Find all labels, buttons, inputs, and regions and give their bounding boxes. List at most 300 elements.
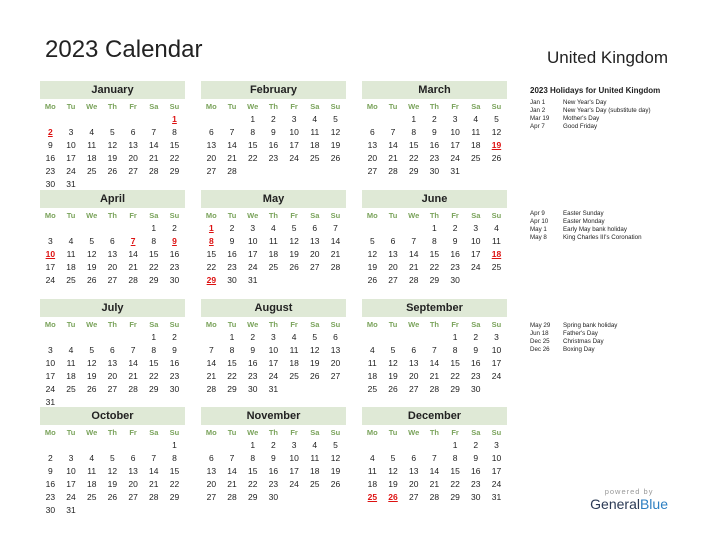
month-header: December xyxy=(362,407,507,425)
weekday-label: Su xyxy=(169,320,180,329)
day-cell: 29 xyxy=(149,384,159,394)
day-cell: 23 xyxy=(471,479,481,489)
weekday-label: We xyxy=(86,102,98,111)
weekday-label: Fr xyxy=(129,320,137,329)
day-cell: 12 xyxy=(367,249,378,259)
day-cell: 27 xyxy=(107,275,118,285)
week-row xyxy=(40,126,185,139)
empty-day-cell xyxy=(325,491,346,504)
empty-day-cell xyxy=(325,383,346,396)
day-cell: 26 xyxy=(86,275,97,285)
day-cell: 29 xyxy=(450,492,460,502)
weekday-label: Tu xyxy=(388,428,398,437)
weekday-label: Th xyxy=(268,428,278,437)
week-row xyxy=(40,370,185,383)
day-cell: 25 xyxy=(268,262,279,272)
day-cell: 24 xyxy=(450,153,460,163)
day-cell: 15 xyxy=(450,466,460,476)
day-cell: 16 xyxy=(247,358,258,368)
day-cell: 1 xyxy=(172,440,177,450)
day-cell: 8 xyxy=(411,127,417,137)
day-cell: 9 xyxy=(47,140,53,150)
week-row xyxy=(40,139,185,152)
day-cell: 3 xyxy=(250,223,256,233)
weekday-label: Tu xyxy=(227,428,237,437)
day-cell: 6 xyxy=(369,127,375,137)
day-cell: 22 xyxy=(227,371,237,381)
day-cell: 20 xyxy=(408,479,419,489)
day-cell: 5 xyxy=(110,127,115,137)
week-row xyxy=(362,383,507,396)
month-april xyxy=(40,190,185,287)
month-october xyxy=(40,407,185,517)
day-cell: 29 xyxy=(450,384,460,394)
day-cell: 28 xyxy=(149,492,159,502)
day-cell: 11 xyxy=(367,466,377,476)
week-row xyxy=(201,465,346,478)
week-row xyxy=(40,235,185,248)
day-cell: 13 xyxy=(408,466,419,476)
day-cell: 24 xyxy=(66,166,76,176)
day-cell: 13 xyxy=(408,358,419,368)
week-row xyxy=(40,344,185,357)
weekday-label: Th xyxy=(107,102,117,111)
weekday-label: Mo xyxy=(205,211,217,220)
day-cell: 16 xyxy=(268,140,279,150)
weekday-label: Su xyxy=(330,102,341,111)
weekday-row xyxy=(40,425,185,439)
empty-day-cell xyxy=(102,222,123,235)
day-cell: 19 xyxy=(388,371,398,381)
weekday-label: Tu xyxy=(227,102,237,111)
weekday-label: Fr xyxy=(129,428,137,437)
holiday-item xyxy=(530,210,642,218)
day-cell: 23 xyxy=(471,371,481,381)
day-cell: 24 xyxy=(45,384,56,394)
holiday-date: May 1 xyxy=(530,226,547,233)
day-cell: 7 xyxy=(151,453,157,463)
week-row xyxy=(362,452,507,465)
day-cell: 16 xyxy=(45,153,56,163)
day-cell: 3 xyxy=(452,114,458,124)
day-cell: 10 xyxy=(450,127,460,137)
day-cell: 7 xyxy=(151,127,157,137)
holiday-name: Good Friday xyxy=(563,123,598,130)
empty-day-cell xyxy=(242,165,263,178)
holiday-item xyxy=(530,330,617,338)
day-cell: 13 xyxy=(206,140,217,150)
day-cell: 24 xyxy=(66,492,76,502)
weekday-label: Fr xyxy=(451,320,459,329)
day-cell: 5 xyxy=(390,453,396,463)
weekday-label: We xyxy=(86,211,98,220)
empty-day-cell xyxy=(263,274,284,287)
holiday-item xyxy=(530,107,651,115)
day-cell: 8 xyxy=(151,345,157,355)
day-cell: 10 xyxy=(471,236,481,246)
empty-day-cell xyxy=(304,274,325,287)
day-cell: 14 xyxy=(429,466,440,476)
week-row xyxy=(40,113,185,126)
weekday-label: We xyxy=(408,320,420,329)
day-cell: 8 xyxy=(151,236,157,246)
day-cell: 30 xyxy=(471,492,481,502)
weekday-row xyxy=(40,99,185,113)
day-cell: 5 xyxy=(333,114,338,124)
day-cell: 15 xyxy=(169,140,180,150)
weekday-label: Fr xyxy=(129,102,137,111)
day-cell: 31 xyxy=(491,492,502,502)
empty-day-cell xyxy=(403,439,424,452)
empty-day-cell xyxy=(304,165,325,178)
day-cell: 26 xyxy=(330,153,341,163)
day-cell: 29 xyxy=(227,384,237,394)
day-cell: 27 xyxy=(367,166,378,176)
week-row xyxy=(201,248,346,261)
day-cell: 27 xyxy=(128,492,138,502)
day-cell: 8 xyxy=(452,453,458,463)
day-cell: 15 xyxy=(206,249,217,259)
day-cell: 3 xyxy=(494,440,499,450)
day-cell: 18 xyxy=(310,140,320,150)
day-cell: 10 xyxy=(268,345,279,355)
day-cell: 22 xyxy=(247,153,258,163)
day-cell: 16 xyxy=(169,249,180,259)
empty-day-cell xyxy=(362,439,383,452)
day-cell: 15 xyxy=(149,249,159,259)
holiday-date: Jun 18 xyxy=(530,330,549,337)
month-september xyxy=(362,299,507,396)
month-march xyxy=(362,81,507,178)
weekday-label: Sa xyxy=(310,428,320,437)
empty-day-cell xyxy=(486,165,507,178)
day-cell: 18 xyxy=(66,371,76,381)
day-cell: 21 xyxy=(128,371,138,381)
day-cell: 31 xyxy=(45,397,56,407)
empty-day-cell xyxy=(424,331,445,344)
weekday-label: We xyxy=(247,428,259,437)
day-cell: 4 xyxy=(68,236,74,246)
day-cell: 8 xyxy=(172,453,177,463)
day-cell: 13 xyxy=(388,249,398,259)
empty-day-cell xyxy=(383,439,404,452)
day-cell: 22 xyxy=(169,153,180,163)
weekday-label: Su xyxy=(169,211,180,220)
day-cell: 1 xyxy=(229,332,235,342)
week-row xyxy=(362,261,507,274)
empty-day-cell xyxy=(143,113,164,126)
day-cell: 10 xyxy=(66,140,76,150)
empty-day-cell xyxy=(304,383,325,396)
weekday-label: We xyxy=(408,102,420,111)
week-row xyxy=(362,331,507,344)
day-cell: 10 xyxy=(66,466,76,476)
day-cell: 20 xyxy=(107,262,118,272)
weekday-row xyxy=(362,208,507,222)
day-cell: 13 xyxy=(128,466,138,476)
day-cell: 25 xyxy=(491,262,502,272)
day-cell: 8 xyxy=(250,127,256,137)
day-cell: 4 xyxy=(473,114,479,124)
day-cell: 12 xyxy=(330,127,341,137)
day-cell: 30 xyxy=(169,384,180,394)
holiday-date: Jan 2 xyxy=(530,107,546,114)
holiday-date: Apr 10 xyxy=(530,218,549,225)
day-cell: 6 xyxy=(208,127,214,137)
weekday-label: Su xyxy=(169,102,180,111)
empty-day-cell xyxy=(61,113,82,126)
day-cell: 10 xyxy=(289,453,299,463)
day-cell: 4 xyxy=(89,127,95,137)
day-cell: 11 xyxy=(310,453,320,463)
empty-day-cell xyxy=(486,274,507,287)
month-header: June xyxy=(362,190,507,208)
day-cell: 4 xyxy=(68,345,74,355)
weekday-label: Su xyxy=(491,102,502,111)
empty-day-cell xyxy=(486,383,507,396)
day-cell: 7 xyxy=(229,127,235,137)
day-cell: 29 xyxy=(429,275,440,285)
day-cell: 12 xyxy=(330,453,341,463)
holiday-name: Early May bank holiday xyxy=(563,226,627,233)
week-row xyxy=(362,491,507,504)
week-row xyxy=(201,274,346,287)
empty-day-cell xyxy=(222,439,243,452)
month-header: April xyxy=(40,190,185,208)
day-cell: 23 xyxy=(45,166,56,176)
month-june xyxy=(362,190,507,287)
weekday-label: Su xyxy=(491,428,502,437)
day-cell: 19 xyxy=(491,140,502,150)
day-cell: 24 xyxy=(247,262,258,272)
day-cell: 6 xyxy=(110,345,115,355)
day-cell: 19 xyxy=(367,262,378,272)
week-row xyxy=(40,222,185,235)
day-cell: 12 xyxy=(491,127,502,137)
day-cell: 12 xyxy=(388,358,398,368)
day-cell: 9 xyxy=(473,345,479,355)
day-cell: 18 xyxy=(86,479,97,489)
empty-day-cell xyxy=(40,113,61,126)
day-cell: 9 xyxy=(47,466,53,476)
day-cell: 4 xyxy=(312,440,318,450)
weekday-label: Mo xyxy=(44,102,56,111)
day-cell: 29 xyxy=(169,166,180,176)
day-cell: 15 xyxy=(169,466,180,476)
day-cell: 3 xyxy=(47,236,53,246)
day-cell: 1 xyxy=(151,332,157,342)
holidays-title: 2023 Holidays for United Kingdom xyxy=(530,86,661,95)
weekday-label: Fr xyxy=(290,320,298,329)
day-cell: 5 xyxy=(494,114,499,124)
day-cell: 1 xyxy=(208,223,214,233)
day-cell: 29 xyxy=(149,275,159,285)
day-cell: 22 xyxy=(408,153,419,163)
day-cell: 5 xyxy=(291,223,297,233)
weekday-label: Mo xyxy=(44,428,56,437)
day-cell: 6 xyxy=(130,453,136,463)
day-cell: 7 xyxy=(333,223,338,233)
day-cell: 11 xyxy=(310,127,320,137)
day-cell: 12 xyxy=(107,466,118,476)
weekday-label: Th xyxy=(107,428,117,437)
empty-day-cell xyxy=(403,331,424,344)
day-cell: 4 xyxy=(291,332,297,342)
holiday-item xyxy=(530,115,651,123)
weekday-label: Su xyxy=(330,428,341,437)
holiday-date: Mar 19 xyxy=(530,115,550,122)
weekday-label: Tu xyxy=(66,211,76,220)
day-cell: 29 xyxy=(169,492,180,502)
day-cell: 13 xyxy=(128,140,138,150)
day-cell: 12 xyxy=(310,345,320,355)
day-cell: 7 xyxy=(432,453,437,463)
brand-name-blue: Blue xyxy=(639,496,668,512)
day-cell: 28 xyxy=(128,275,138,285)
week-row xyxy=(201,370,346,383)
weekday-label: Th xyxy=(268,320,278,329)
day-cell: 9 xyxy=(473,453,479,463)
holiday-date: Dec 25 xyxy=(530,338,550,345)
weekday-label: Sa xyxy=(471,320,481,329)
day-cell: 18 xyxy=(66,262,76,272)
day-cell: 16 xyxy=(268,466,279,476)
weekday-label: We xyxy=(247,102,259,111)
day-cell: 6 xyxy=(390,236,396,246)
day-cell: 8 xyxy=(172,127,177,137)
day-cell: 21 xyxy=(227,479,237,489)
day-cell: 24 xyxy=(491,371,502,381)
day-cell: 26 xyxy=(107,492,118,502)
day-cell: 8 xyxy=(452,345,458,355)
weekday-label: Sa xyxy=(149,211,159,220)
weekday-label: Th xyxy=(268,102,278,111)
day-cell: 27 xyxy=(330,371,341,381)
day-cell: 28 xyxy=(388,166,398,176)
day-cell: 19 xyxy=(107,153,118,163)
week-row xyxy=(40,248,185,261)
day-cell: 7 xyxy=(130,236,136,246)
empty-day-cell xyxy=(102,504,123,517)
day-cell: 23 xyxy=(268,153,279,163)
day-cell: 1 xyxy=(452,440,458,450)
weekday-label: We xyxy=(247,211,259,220)
day-cell: 11 xyxy=(66,358,76,368)
day-cell: 1 xyxy=(432,223,437,233)
week-row xyxy=(362,126,507,139)
month-november xyxy=(201,407,346,504)
day-cell: 2 xyxy=(250,332,256,342)
week-row xyxy=(362,165,507,178)
day-cell: 31 xyxy=(66,505,76,515)
empty-day-cell xyxy=(143,504,164,517)
day-cell: 14 xyxy=(149,140,159,150)
weekday-label: Mo xyxy=(44,211,56,220)
empty-day-cell xyxy=(465,274,486,287)
week-row xyxy=(201,439,346,452)
day-cell: 27 xyxy=(408,492,419,502)
holiday-name: Easter Monday xyxy=(563,218,605,225)
weekday-row xyxy=(362,425,507,439)
day-cell: 16 xyxy=(471,358,481,368)
week-row xyxy=(201,452,346,465)
day-cell: 13 xyxy=(107,358,118,368)
weekday-label: Mo xyxy=(366,320,378,329)
day-cell: 2 xyxy=(473,332,479,342)
empty-day-cell xyxy=(40,331,61,344)
empty-day-cell xyxy=(304,491,325,504)
page-title: 2023 Calendar xyxy=(45,36,203,63)
day-cell: 25 xyxy=(66,275,76,285)
day-cell: 25 xyxy=(367,384,378,394)
day-cell: 18 xyxy=(471,140,481,150)
day-cell: 5 xyxy=(390,345,396,355)
day-cell: 27 xyxy=(310,262,320,272)
day-cell: 10 xyxy=(491,345,502,355)
day-cell: 2 xyxy=(432,114,437,124)
day-cell: 24 xyxy=(471,262,481,272)
weekday-row xyxy=(201,208,346,222)
day-cell: 20 xyxy=(408,371,419,381)
day-cell: 30 xyxy=(471,384,481,394)
week-row xyxy=(362,152,507,165)
weekday-row xyxy=(40,317,185,331)
weekday-label: Sa xyxy=(310,102,320,111)
empty-day-cell xyxy=(424,439,445,452)
holiday-name: King Charles III's Coronation xyxy=(563,234,642,241)
holiday-name: New Year's Day xyxy=(563,99,607,106)
weekday-label: Th xyxy=(268,211,278,220)
day-cell: 7 xyxy=(208,345,214,355)
weekday-label: Sa xyxy=(149,320,159,329)
day-cell: 17 xyxy=(471,249,481,259)
weekday-label: Th xyxy=(429,211,439,220)
day-cell: 20 xyxy=(206,153,217,163)
day-cell: 27 xyxy=(107,384,118,394)
week-row xyxy=(362,478,507,491)
day-cell: 19 xyxy=(289,249,299,259)
day-cell: 22 xyxy=(149,262,159,272)
day-cell: 13 xyxy=(330,345,341,355)
weekday-label: Su xyxy=(491,320,502,329)
day-cell: 6 xyxy=(312,223,318,233)
holiday-date: Apr 9 xyxy=(530,210,545,217)
day-cell: 26 xyxy=(367,275,378,285)
week-row xyxy=(201,491,346,504)
holiday-item xyxy=(530,338,617,346)
day-cell: 10 xyxy=(289,127,299,137)
day-cell: 19 xyxy=(86,371,97,381)
day-cell: 1 xyxy=(151,223,157,233)
holiday-item xyxy=(530,218,642,226)
day-cell: 21 xyxy=(149,153,159,163)
week-row xyxy=(201,139,346,152)
day-cell: 13 xyxy=(310,236,320,246)
day-cell: 25 xyxy=(471,153,481,163)
weekday-label: Mo xyxy=(205,102,217,111)
weekday-label: Th xyxy=(429,428,439,437)
day-cell: 15 xyxy=(429,249,440,259)
day-cell: 28 xyxy=(429,492,440,502)
day-cell: 21 xyxy=(429,479,440,489)
day-cell: 17 xyxy=(450,140,460,150)
day-cell: 7 xyxy=(229,453,235,463)
day-cell: 22 xyxy=(450,479,460,489)
day-cell: 23 xyxy=(169,371,180,381)
day-cell: 3 xyxy=(68,127,74,137)
empty-day-cell xyxy=(102,331,123,344)
day-cell: 12 xyxy=(86,249,97,259)
